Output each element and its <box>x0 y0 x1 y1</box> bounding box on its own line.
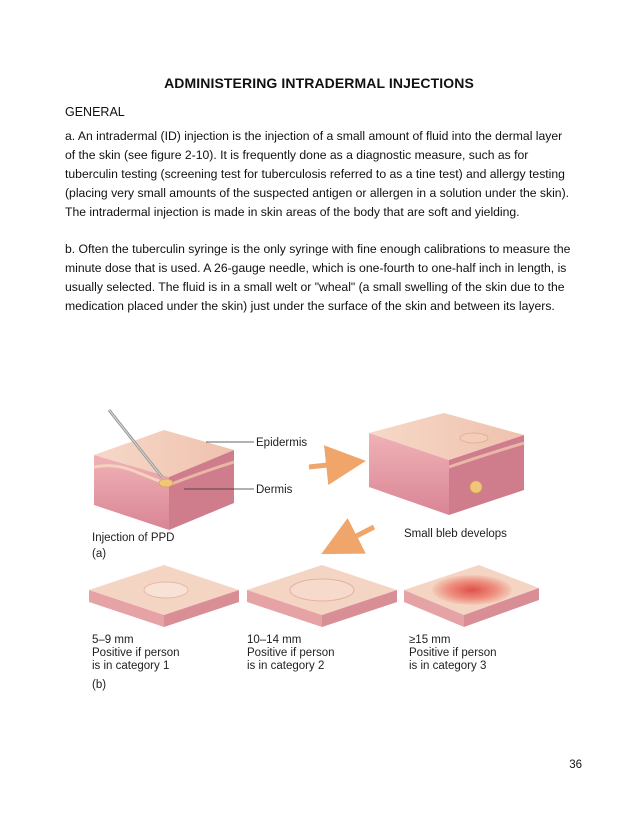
result-block-1 <box>89 565 239 627</box>
bleb <box>470 481 482 493</box>
skin-block-bleb <box>369 413 524 515</box>
result-1-size: 5–9 mm <box>92 634 134 646</box>
result-2-size: 10–14 mm <box>247 634 302 646</box>
result-3-line2: is in category 3 <box>409 660 487 672</box>
paragraph-b: b. Often the tuberculin syringe is the only syringe with fine enough calibrations to measure the minute dose that is used. A 26-gauge needle, which is one-fourth to one-half inch in length, is usually selected. The fluid is in a small welt or "wheal" (a small swelling of the skin due to the medication placed under the skin) just under the surface of the skin and between its layers. <box>65 242 571 313</box>
skin-block-injection <box>94 410 234 530</box>
result-block-2 <box>247 565 397 627</box>
result-3-size: ≥15 mm <box>409 634 451 646</box>
section-heading: GENERAL <box>65 105 125 119</box>
label-part-b: (b) <box>92 679 107 691</box>
arrow-down-icon <box>339 527 374 545</box>
injected-fluid <box>159 479 173 487</box>
label-epidermis: Epidermis <box>256 437 308 449</box>
result-2-line2: is in category 2 <box>247 660 325 672</box>
label-bleb: Small bleb develops <box>404 528 507 540</box>
result-1-line1: Positive if person <box>92 647 180 659</box>
result-3-line1: Positive if person <box>409 647 497 659</box>
result-block-3 <box>404 565 539 627</box>
arrow-right-icon <box>309 463 346 467</box>
result-1-line2: is in category 1 <box>92 660 170 672</box>
page-title: ADMINISTERING INTRADERMAL INJECTIONS <box>164 75 474 91</box>
paragraph-a: a. An intradermal (ID) injection is the injection of a small amount of fluid into the dermal layer of the skin (see figure 2-10). It is frequently done as a diagnostic measure, such as for tuberculin testing (screening test for tuberculosis referred to as a tine test) and allergy testing (placing very small amounts of the suspected antigen or allergen in a solution under the skin). The intradermal injection is made in skin areas of the body that are soft and yielding. <box>65 129 570 219</box>
label-dermis: Dermis <box>256 484 293 496</box>
label-part-a: (a) <box>92 548 107 560</box>
label-injection: Injection of PPD <box>92 532 175 544</box>
page-number: 36 <box>569 759 582 771</box>
intradermal-injection-figure <box>84 405 544 705</box>
result-2-line1: Positive if person <box>247 647 335 659</box>
